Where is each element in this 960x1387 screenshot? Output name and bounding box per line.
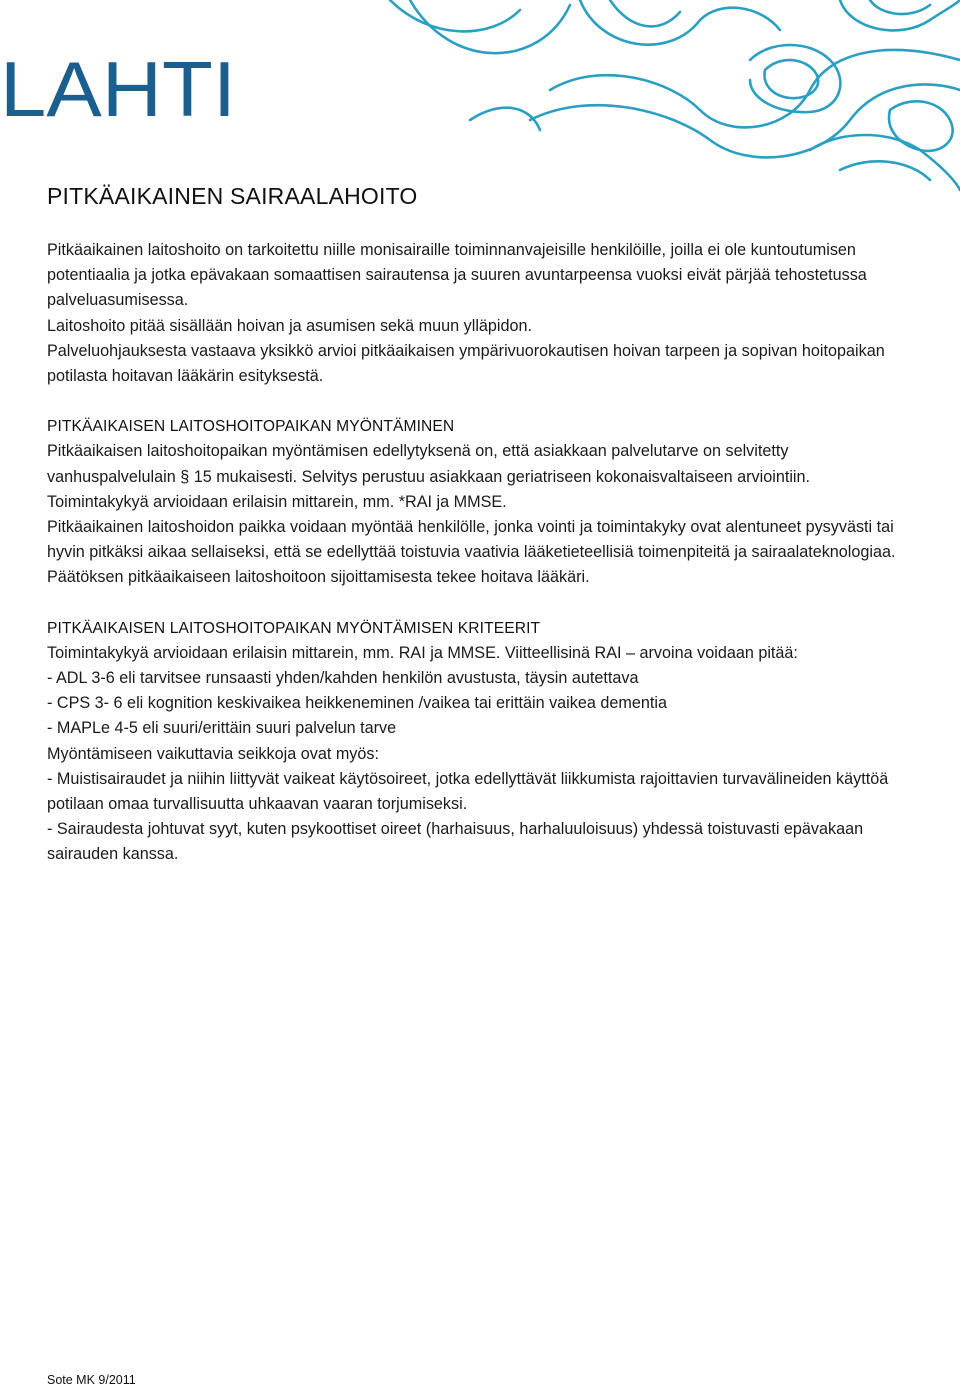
document-title: PITKÄAIKAINEN SAIRAALAHOITO [47,183,418,209]
section1-paragraph-3: Pitkäaikainen laitoshoidon paikka voidaan myöntää henkilölle, jonka vointi ja toimintakyky ovat alentuneet pysyvästi tai hyvin pitkäksi aikaa sellaiseksi, että se edellyttää toistuvia vaativia lääketieteellisiä toimenpiteitä ja sairaalateknologiaa. Päätöksen pitkäaikaiseen laitoshoitoon sijoittamisesta tekee hoitava lääkäri. [47,518,896,587]
criteria-cps: - CPS 3- 6 eli kognition keskivaikea heikkeneminen /vaikea tai erittäin vaikea dementia [47,694,667,713]
criteria-maple: - MAPLe 4-5 eli suuri/erittäin suuri palvelun tarve [47,719,397,738]
page-footer: Sote MK 9/2011 [47,1373,136,1387]
contour-map-decoration [370,0,960,200]
intro-paragraph-1: Pitkäaikainen laitoshoito on tarkoitettu niille monisairaille toiminnanvajeisille henkilöille, joilla ei ole kuntoutumisen potentiaalia ja jotka epävakaan somaattisen sairautensa ja suuren avuntarpeensa vuoksi eivät pärjää tehostetussa palveluasumisessa. [47,241,867,310]
intro-paragraph-2: Laitoshoito pitää sisällään hoivan ja asumisen sekä muun ylläpidon. [47,316,533,335]
section2-paragraph-1: Toimintakykyä arvioidaan erilaisin mittarein, mm. RAI ja MMSE. Viitteellisinä RAI – arvoina voidaan pitää: [47,643,798,662]
section1-paragraph-2: Toimintakykyä arvioidaan erilaisin mittarein, mm. *RAI ja MMSE. [47,492,507,511]
svg-text:LAHTI: LAHTI [0,58,236,120]
section-heading-myontaminen: PITKÄAIKAISEN LAITOSHOITOPAIKAN MYÖNTÄMINEN [47,418,455,436]
document-body [47,238,907,868]
criteria-memory-disorders: - Muistisairaudet ja niihin liittyvät vaikeat käytösoireet, jotka edellyttävät liikkumista rajoittavien turvavälineiden käyttöä potilaan omaa turvallisuutta uhkaavan vaaran torjumiseksi. [47,769,889,814]
section2-paragraph-5: Myöntämiseen vaikuttavia seikkoja ovat myös: [47,744,379,763]
lahti-logo [0,58,240,120]
criteria-disease-causes: - Sairaudesta johtuvat syyt, kuten psykoottiset oireet (harhaisuus, harhaluuloisuus) yhdessä toistuvasti epävakaan sairauden kanssa. [47,820,864,864]
criteria-adl: - ADL 3-6 eli tarvitsee runsaasti yhden/kahden henkilön avustusta, täysin autettava [47,669,639,688]
section1-paragraph-1: Pitkäaikaisen laitoshoitopaikan myöntämisen edellytyksenä on, että asiakkaan palvelutarve on selvitetty vanhuspalvelulain § 15 mukaisesti. Selvitys perustuu asiakkaan geriatriseen kokonaisvaltaiseen arviointiin. [47,442,811,486]
intro-paragraph-3: Palveluohjauksesta vastaava yksikkö arvioi pitkäaikaisen ympärivuorokautisen hoivan tarpeen ja sopivan hoitopaikan potilasta hoitavan lääkärin esityksestä. [47,341,885,386]
section-heading-kriteerit: PITKÄAIKAISEN LAITOSHOITOPAIKAN MYÖNTÄMISEN KRITEERIT [47,619,541,637]
